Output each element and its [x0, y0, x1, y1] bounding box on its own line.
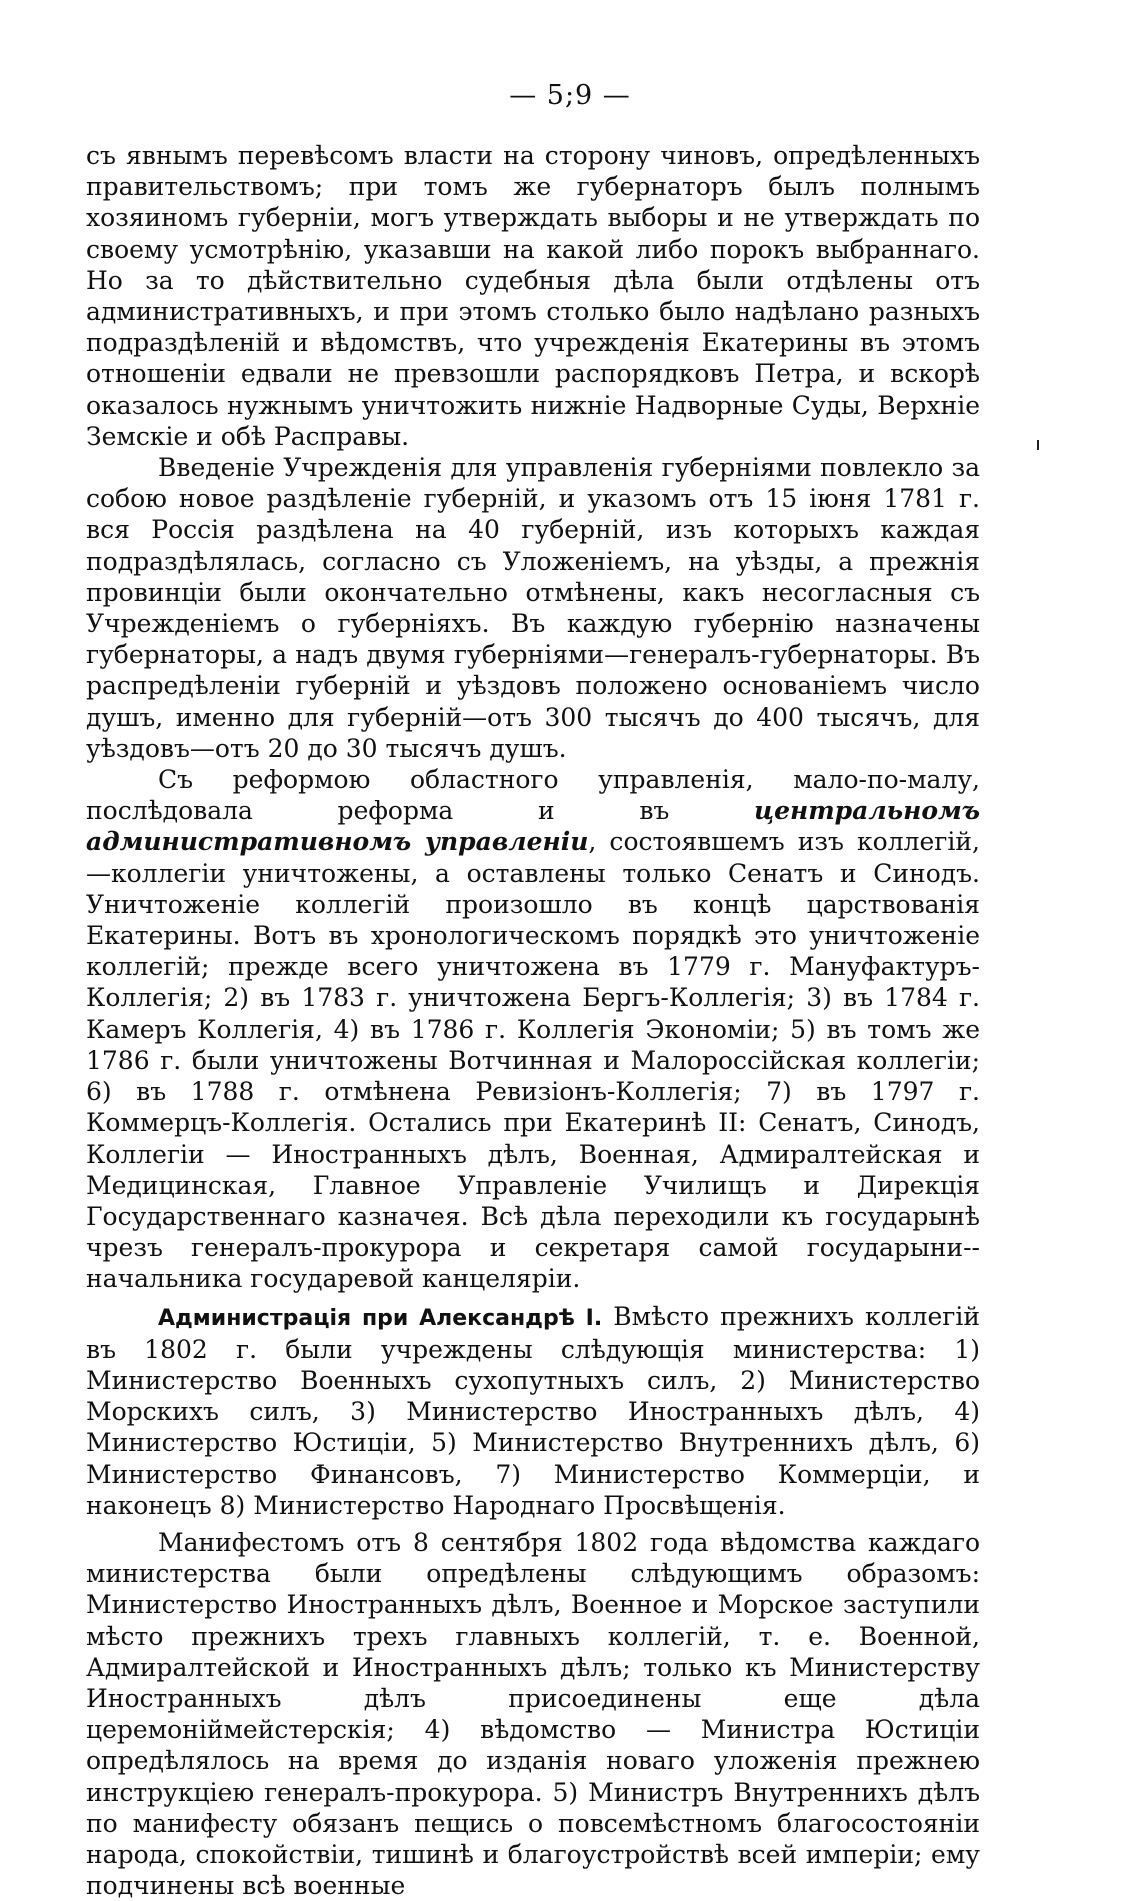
- paragraph-1: съ явнымъ перевѣсомъ власти на сторону чиновъ, опредѣленныхъ правительствомъ; при томъ же губернаторъ былъ полнымъ хозяиномъ губерніи, могъ утверждать выборы и не утверждать по своему усмотрѣнію, указавши на какой либо порокъ выбраннаго. Но за то дѣйствительно судебныя дѣла были отдѣлены отъ административныхъ, и при этомъ столько было надѣлано разныхъ подраздѣленій и вѣдомствъ, что учрежденія Екатерины въ этомъ отношеніи едвали не превзошли распорядковъ Петра, и вскорѣ оказалось нужнымъ уничтожить нижніе Надворные Суды, Верхніе Земскіе и обѣ Расправы.: [86, 141, 980, 451]
- body-text: [86, 140, 980, 1901]
- paragraph-3-before: Съ реформою областного управленія, мало-по-малу, послѣдовала реформа и въ: [86, 765, 980, 826]
- emphasis-central-administration: центральномъ административномъ управленіи: [86, 796, 980, 857]
- paragraph-5: Манифестомъ отъ 8 сентября 1802 года вѣдомства каждаго министерства были опредѣлены слѣдующимъ образомъ: Министерство Иностранныхъ дѣлъ, Военное и Морское заступили мѣсто прежнихъ трехъ главныхъ коллегій, т. е. Военной, Адмиралтейской и Иностранныхъ дѣлъ; только къ Министерству Иностранныхъ дѣлъ присоединены еще дѣла церемоніймейстерскія; 4) вѣдомство — Министра Юстиціи опредѣлялось на время до изданія новаго уложенія прежнею инструкціею генералъ-прокурора. 5) Министръ Внутреннихъ дѣлъ по манифесту обязанъ пещись о повсемѣстномъ благосостояніи народа, спокойствіи, тишинѣ и благоустройствѣ всей имперіи; ему подчинены всѣ военные: [86, 1527, 980, 1901]
- paragraph-4: [86, 1301, 980, 1521]
- margin-mark: [1037, 440, 1039, 450]
- paragraph-4-text: Вмѣсто прежнихъ коллегій въ 1802 г. были учреждены слѣдующія министерства: 1) Министерство Военныхъ сухопутныхъ силъ, 2) Министерство Морскихъ силъ, 3) Министерство Иностранныхъ дѣлъ, 4) Министерство Юстиціи, 5) Министерство Внутреннихъ дѣлъ, 6) Министерство Финансовъ, 7) Министерство Коммерціи, и наконецъ 8) Министерство Народнаго Просвѣщенія.: [86, 1301, 980, 1520]
- page-number: — 5;9 —: [509, 80, 631, 111]
- paragraph-3-after: , состоявшемъ изъ коллегій,—коллегіи уничтожены, а оставлены только Сенатъ и Синодъ. Уничтоженіе коллегій произошло въ концѣ царствованія Екатерины. Вотъ въ хронологическомъ порядкѣ это уничтоженіе коллегій; прежде всего уничтожена въ 1779 г. Мануфактуръ-Коллегія; 2) въ 1783 г. уничтожена Бергъ-Коллегія; 3) въ 1784 г. Камеръ Коллегія, 4) въ 1786 г. Коллегія Экономіи; 5) въ томъ же 1786 г. были уничтожены Вотчинная и Малороссійская коллегіи; 6) въ 1788 г. отмѣнена Ревизіонъ-Коллегія; 7) въ 1797 г. Коммерцъ-Коллегія. Остались при Екатеринѣ II: Сенатъ, Синодъ, Коллегіи — Иностранныхъ дѣлъ, Военная, Адмиралтейская и Медицинская, Главное Управленіе Училищъ и Дирекція Государственнаго казначея. Всѣ дѣла переходили къ государынѣ чрезъ генералъ-прокурора и секретаря самой государыни--начальника государевой канцеляріи.: [86, 827, 980, 1294]
- section-heading-alexander: Администрація при Александрѣ I.: [158, 1305, 603, 1331]
- paragraph-2: Введеніе Учрежденія для управленія губерніями повлекло за собою новое раздѣленіе губерній, и указомъ отъ 15 іюня 1781 г. вся Россія раздѣлена на 40 губерній, изъ которыхъ каждая подраздѣлялась, согласно съ Уложеніемъ, на уѣзды, а прежнія провинціи были окончательно отмѣнены, какъ несогласныя съ Учрежденіемъ о губерніяхъ. Въ каждую губернію назначены губернаторы, а надъ двумя губерніями—генералъ-губернаторы. Въ распредѣленіи губерній и уѣздовъ положено основаніемъ число душъ, именно для губерній—отъ 300 тысячъ до 400 тысячъ, для уѣздовъ—отъ 20 до 30 тысячъ душъ.: [86, 453, 980, 763]
- paragraph-3: [86, 764, 980, 1294]
